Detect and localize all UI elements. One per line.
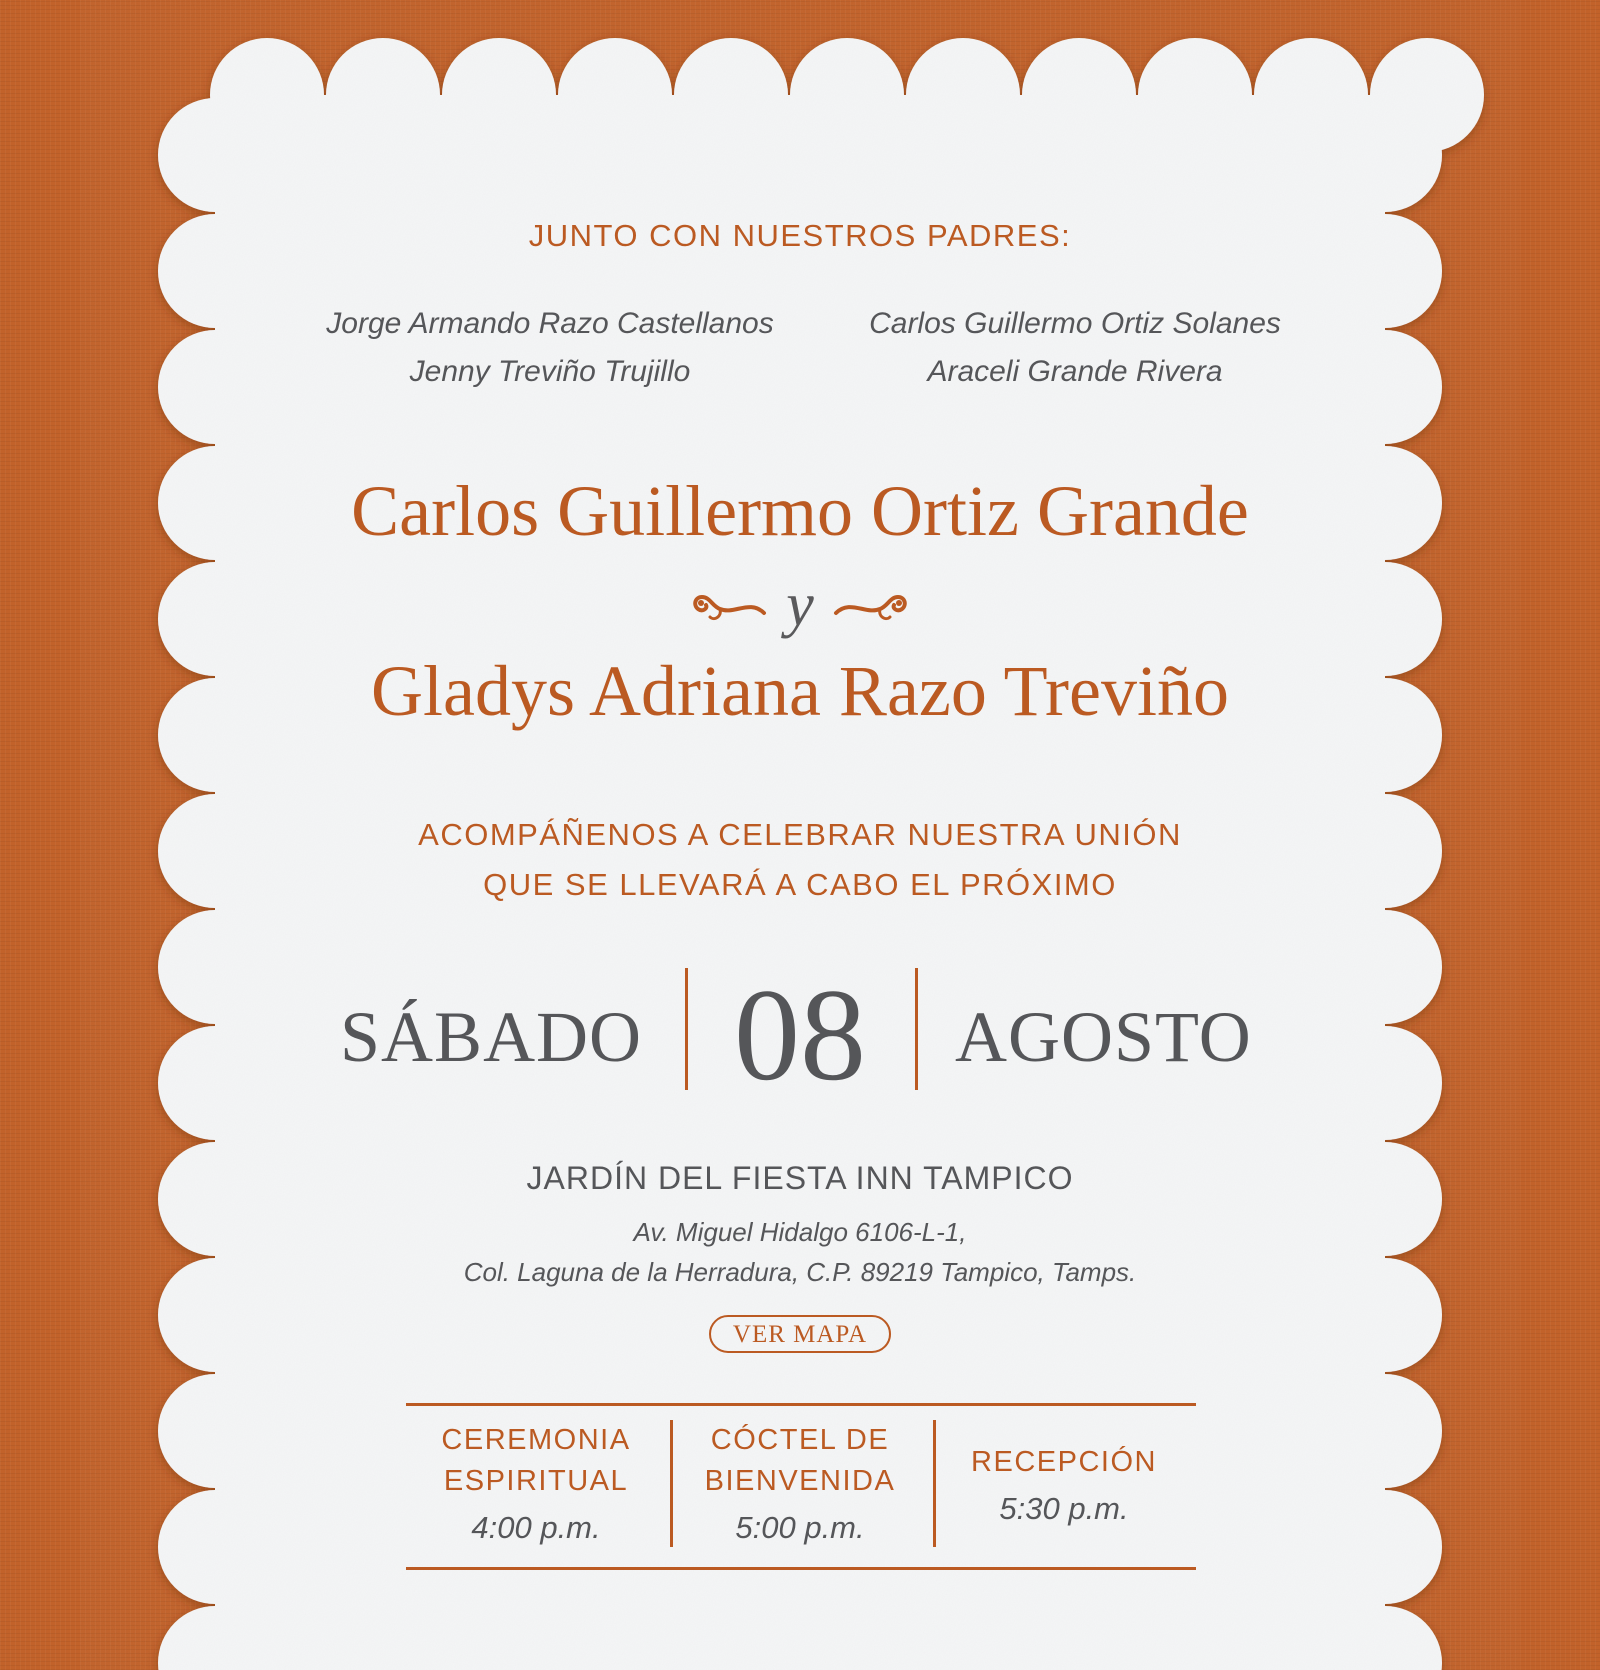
schedule-bottom-rule [406, 1567, 1196, 1570]
bride-father-name: Jorge Armando Razo Castellanos [326, 307, 774, 340]
conjunction-y: y [786, 571, 814, 639]
venue-name: JARDÍN DEL FIESTA INN TAMPICO [526, 1160, 1074, 1196]
schedule-item-reception [934, 1442, 1194, 1533]
date-divider-right [915, 968, 918, 1090]
schedule-time: 5:30 p.m. [999, 1491, 1129, 1526]
schedule-title-line-2: ESPIRITUAL [443, 1465, 629, 1497]
invitation-content [250, 0, 1350, 1670]
schedule-time: 5:00 p.m. [735, 1510, 865, 1545]
left-flourish-icon [690, 585, 768, 625]
event-date [250, 961, 1350, 1108]
together-with-parents-heading: JUNTO CON NUESTROS PADRES: [528, 218, 1072, 253]
date-month: AGOSTO [955, 997, 1252, 1077]
schedule-top-rule [406, 1403, 1196, 1406]
right-flourish-icon [832, 585, 910, 625]
invitation-line-2: QUE SE LLEVARÁ A CABO EL PRÓXIMO [483, 867, 1117, 902]
date-divider-left [685, 968, 688, 1090]
schedule-title-line-1: RECEPCIÓN [971, 1446, 1157, 1478]
schedule-title-line-1: CÓCTEL DE [710, 1424, 890, 1456]
schedule-item-ceremony [406, 1420, 666, 1552]
schedule-title-line-2: BIENVENIDA [704, 1465, 896, 1497]
groom-father-name: Carlos Guillermo Ortiz Solanes [869, 307, 1281, 340]
schedule-title-line-1: CEREMONIA [441, 1424, 631, 1456]
invitation-text [250, 810, 1350, 910]
groom-name: Carlos Guillermo Ortiz Grande [351, 471, 1249, 551]
invitation-line-1: ACOMPÁÑENOS A CELEBRAR NUESTRA UNIÓN [418, 817, 1182, 852]
venue-address [250, 1212, 1350, 1292]
bride-name: Gladys Adriana Razo Treviño [371, 651, 1229, 731]
view-map-button[interactable]: VER MAPA [709, 1315, 891, 1353]
schedule-time: 4:00 p.m. [471, 1510, 601, 1545]
groom-parents [795, 300, 1355, 396]
schedule-item-cocktail [670, 1420, 930, 1552]
date-day-number: 08 [734, 961, 866, 1108]
address-line-1: Av. Miguel Hidalgo 6106-L-1, [633, 1217, 967, 1247]
conjunction-row [250, 570, 1350, 640]
bride-parents [270, 300, 830, 396]
address-line-2: Col. Laguna de la Herradura, C.P. 89219 Tampico, Tamps. [463, 1257, 1137, 1287]
date-weekday: SÁBADO [340, 997, 643, 1077]
bride-mother-name: Jenny Treviño Trujillo [409, 355, 691, 388]
groom-mother-name: Araceli Grande Rivera [927, 355, 1223, 388]
